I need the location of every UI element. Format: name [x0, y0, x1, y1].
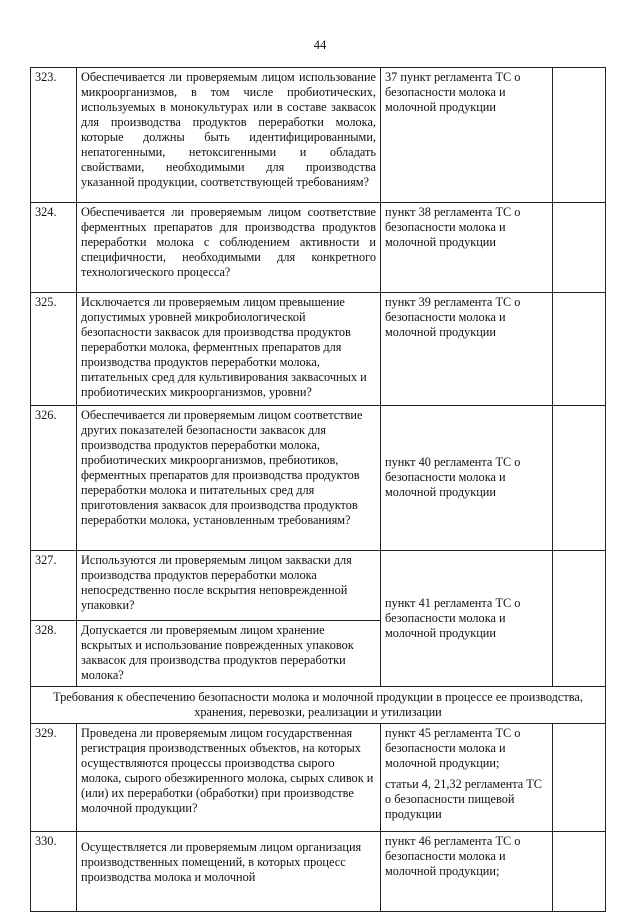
section-header-row — [31, 687, 606, 724]
table-row — [31, 293, 606, 406]
answer-cell[interactable] — [553, 293, 606, 406]
table-row — [31, 68, 606, 203]
page-number: 44 — [313, 38, 327, 52]
question-text: Осуществляется ли проверяемым лицом организация производственных помещений, в которых процесс производства молока и молочной — [77, 832, 381, 912]
answer-cell[interactable] — [553, 551, 606, 687]
row-number: 324. — [31, 203, 77, 293]
answer-cell[interactable] — [553, 406, 606, 551]
table-row — [31, 724, 606, 832]
section-title: Требования к обеспечению безопасности молока и молочной продукции в процессе ее производства, хранения, перевозки, реализации и утилизации — [31, 687, 606, 724]
question-text: Используются ли проверяемым лицом закваски для производства продуктов переработки молока непосредственно после вскрытия неповрежденной упаковки? — [77, 551, 381, 621]
row-number: 327. — [31, 551, 77, 621]
question-text: Обеспечивается ли проверяемым лицом соответствие ферментных препаратов для производства продуктов переработки молока с соблюдением активности и специфичности, необходимыми для конкретного технологического процесса? — [77, 203, 381, 293]
regulation-reference-extra: статьи 4, 21,32 регламента ТС о безопасности пищевой продукции — [385, 777, 543, 821]
row-number: 325. — [31, 293, 77, 406]
answer-cell[interactable] — [553, 203, 606, 293]
table-row — [31, 203, 606, 293]
answer-cell[interactable] — [553, 724, 606, 832]
row-number: 329. — [31, 724, 77, 832]
row-number: 330. — [31, 832, 77, 912]
row-number: 328. — [31, 621, 77, 687]
regulation-reference: 37 пункт регламента ТС о безопасности молока и молочной продукции — [381, 68, 553, 203]
question-text: Обеспечивается ли проверяемым лицом соответствие других показателей безопасности заквасок для производства продуктов переработки молока, пробиотических микроорганизмов, пребиотиков, ферментных препаратов для производства продуктов переработки молока и питательных сред для приготовления заквасок для производства продуктов переработки молока, установленным требованиям? — [77, 406, 381, 551]
regulation-reference-main: пункт 45 регламента ТС о безопасности молока и молочной продукции; — [385, 726, 521, 770]
question-text: Обеспечивается ли проверяемым лицом использование микроорганизмов, в том числе пробиотических, используемых в монокультурах или в составе заквасок для производства продуктов переработки молока, которые должны быть идентифицированными, непатогенными, нетоксигенными и обладать свойствами, необходимыми для производства указанной продукции, соответствующей требованиям? — [77, 68, 381, 203]
inspection-checklist-table — [30, 67, 606, 912]
regulation-reference: пункт 46 регламента ТС о безопасности молока и молочной продукции; — [381, 832, 553, 912]
regulation-reference: пункт 38 регламента ТС о безопасности молока и молочной продукции — [381, 203, 553, 293]
regulation-reference — [381, 724, 553, 832]
table-row — [31, 551, 606, 621]
row-number: 323. — [31, 68, 77, 203]
regulation-reference: пункт 40 регламента ТС о безопасности молока и молочной продукции — [381, 406, 553, 551]
table-row — [31, 832, 606, 912]
question-text: Проведена ли проверяемым лицом государственная регистрация производственных объектов, на которых осуществляются процессы производства сырого молока, сырого обезжиренного молока, сырых сливок и (или) их переработки (обработки) при производстве молочной продукции? — [77, 724, 381, 832]
table-row — [31, 406, 606, 551]
regulation-reference: пункт 39 регламента ТС о безопасности молока и молочной продукции — [381, 293, 553, 406]
answer-cell[interactable] — [553, 68, 606, 203]
question-text: Допускается ли проверяемым лицом хранение вскрытых и использование поврежденных упаковок заквасок для производства продуктов переработки молока? — [77, 621, 381, 687]
regulation-reference: пункт 41 регламента ТС о безопасности молока и молочной продукции — [381, 551, 553, 687]
question-text: Исключается ли проверяемым лицом превышение допустимых уровней микробиологической безопасности заквасок для производства продуктов переработки молока, ферментных препаратов для производства продуктов переработки молока, питательных сред для культивирования заквасочных и пробиотических микроорганизмов, уровни? — [77, 293, 381, 406]
answer-cell[interactable] — [553, 832, 606, 912]
row-number: 326. — [31, 406, 77, 551]
